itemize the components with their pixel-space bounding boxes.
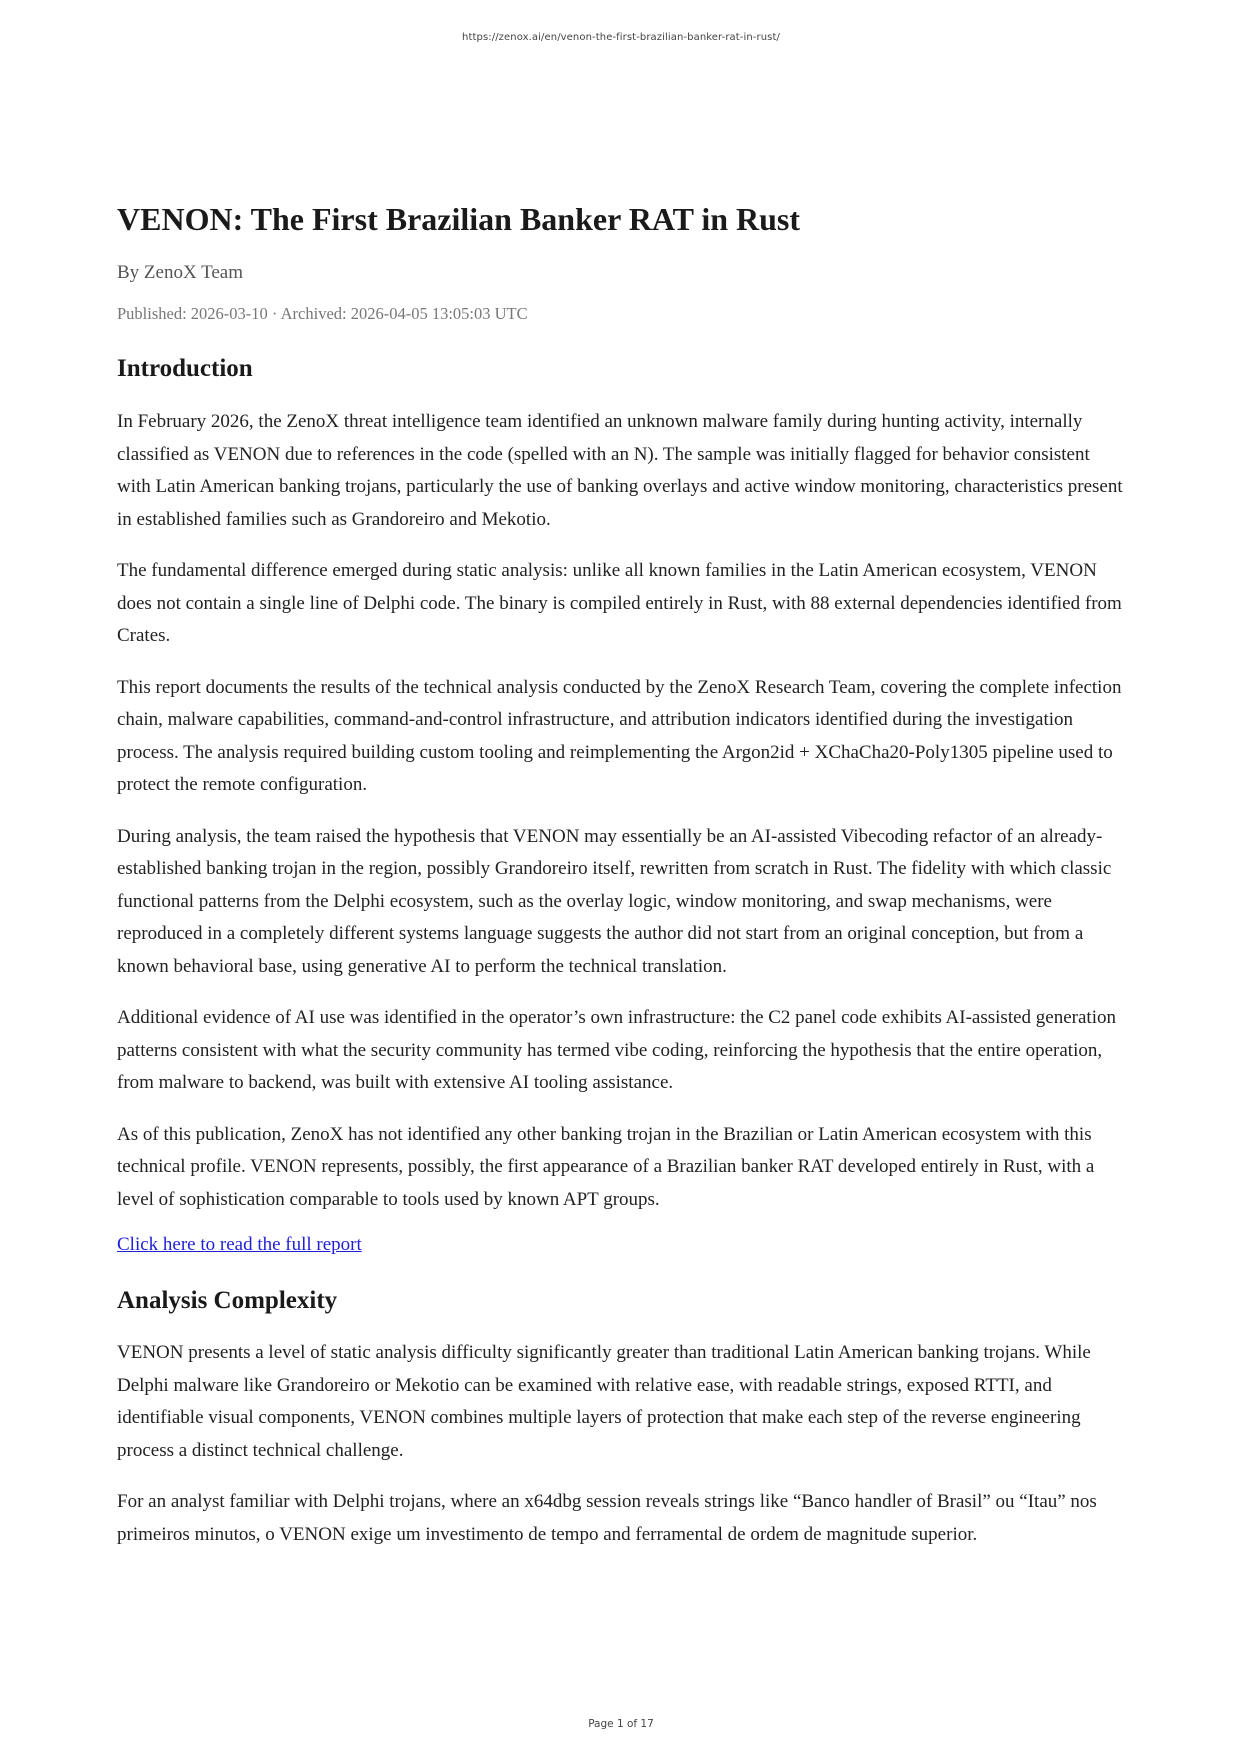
section-heading-analysis-complexity: Analysis Complexity (117, 1287, 338, 1315)
paragraph: This report documents the results of the technical analysis conducted by the ZenoX Research Team, covering the complete infection chain, malware capabilities, command-and-control infrastructure, and attribution indicators identified during the investigation process. The analysis required building custom tooling and reimplementing the Argon2id + XChaCha20-Poly1305 pipeline used to protect the remote configuration. (117, 676, 1122, 796)
full-report-link[interactable]: Click here to read the full report (117, 1234, 362, 1256)
paragraph: Additional evidence of AI use was identified in the operator’s own infrastructure: the C2 panel code exhibits AI-assisted generation patterns consistent with what the security community has termed vibe coding, reinforcing the hypothesis that the entire operation, from malware to backend, was built with extensive AI tooling assistance. (117, 1007, 1116, 1094)
paragraph: For an analyst familiar with Delphi trojans, where an x64dbg session reveals strings like “Banco handler of Brasil” ou “Itau” nos primeiros minutos, o VENON exige um investimento de tempo and ferramental de ordem de magnitude superior. (117, 1491, 1097, 1545)
paragraph: VENON presents a level of static analysis difficulty significantly greater than traditional Latin American banking trojans. While Delphi malware like Grandoreiro or Mekotio can be examined with relative ease, with readable strings, exposed RTTI, and identifiable visual components, VENON combines multiple layers of protection that make each step of the reverse engineering process a distinct technical challenge. (117, 1342, 1091, 1461)
article-title: VENON: The First Brazilian Banker RAT in Rust (117, 201, 801, 237)
paragraph: The fundamental difference emerged during static analysis: unlike all known families in the Latin American ecosystem, VENON does not contain a single line of Delphi code. The binary is compiled entirely in Rust, with 88 external dependencies identified from Crates. (117, 560, 1122, 647)
page-number: Page 1 of 17 (588, 1718, 654, 1730)
section-heading-introduction: Introduction (117, 355, 253, 383)
article-meta-dates: Published: 2026-03-10 · Archived: 2026-04-05 13:05:03 UTC (117, 304, 528, 324)
article-byline: By ZenoX Team (117, 262, 244, 284)
article (117, 200, 1127, 1551)
page-url-header: https://zenox.ai/en/venon-the-first-brazilian-banker-rat-in-rust/ (462, 32, 780, 43)
paragraph: During analysis, the team raised the hypothesis that VENON may essentially be an AI-assisted Vibecoding refactor of an already-established banking trojan in the region, possibly Grandoreiro itself, rewritten from scratch in Rust. The fidelity with which classic functional patterns from the Delphi ecosystem, such as the overlay logic, window monitoring, and swap mechanisms, were reproduced in a completely different systems language suggests the author did not start from an original conception, but from a known behavioral base, using generative AI to perform the technical translation. (117, 825, 1112, 977)
paragraph: As of this publication, ZenoX has not identified any other banking trojan in the Brazilian or Latin American ecosystem with this technical profile. VENON represents, possibly, the first appearance of a Brazilian banker RAT developed entirely in Rust, with a level of sophistication comparable to tools used by known APT groups. (117, 1123, 1095, 1210)
paragraph: In February 2026, the ZenoX threat intelligence team identified an unknown malware family during hunting activity, internally classified as VENON due to references in the code (spelled with an N). The sample was initially flagged for behavior consistent with Latin American banking trojans, particularly the use of banking overlays and active window monitoring, characteristics present in established families such as Grandoreiro and Mekotio. (117, 411, 1123, 530)
